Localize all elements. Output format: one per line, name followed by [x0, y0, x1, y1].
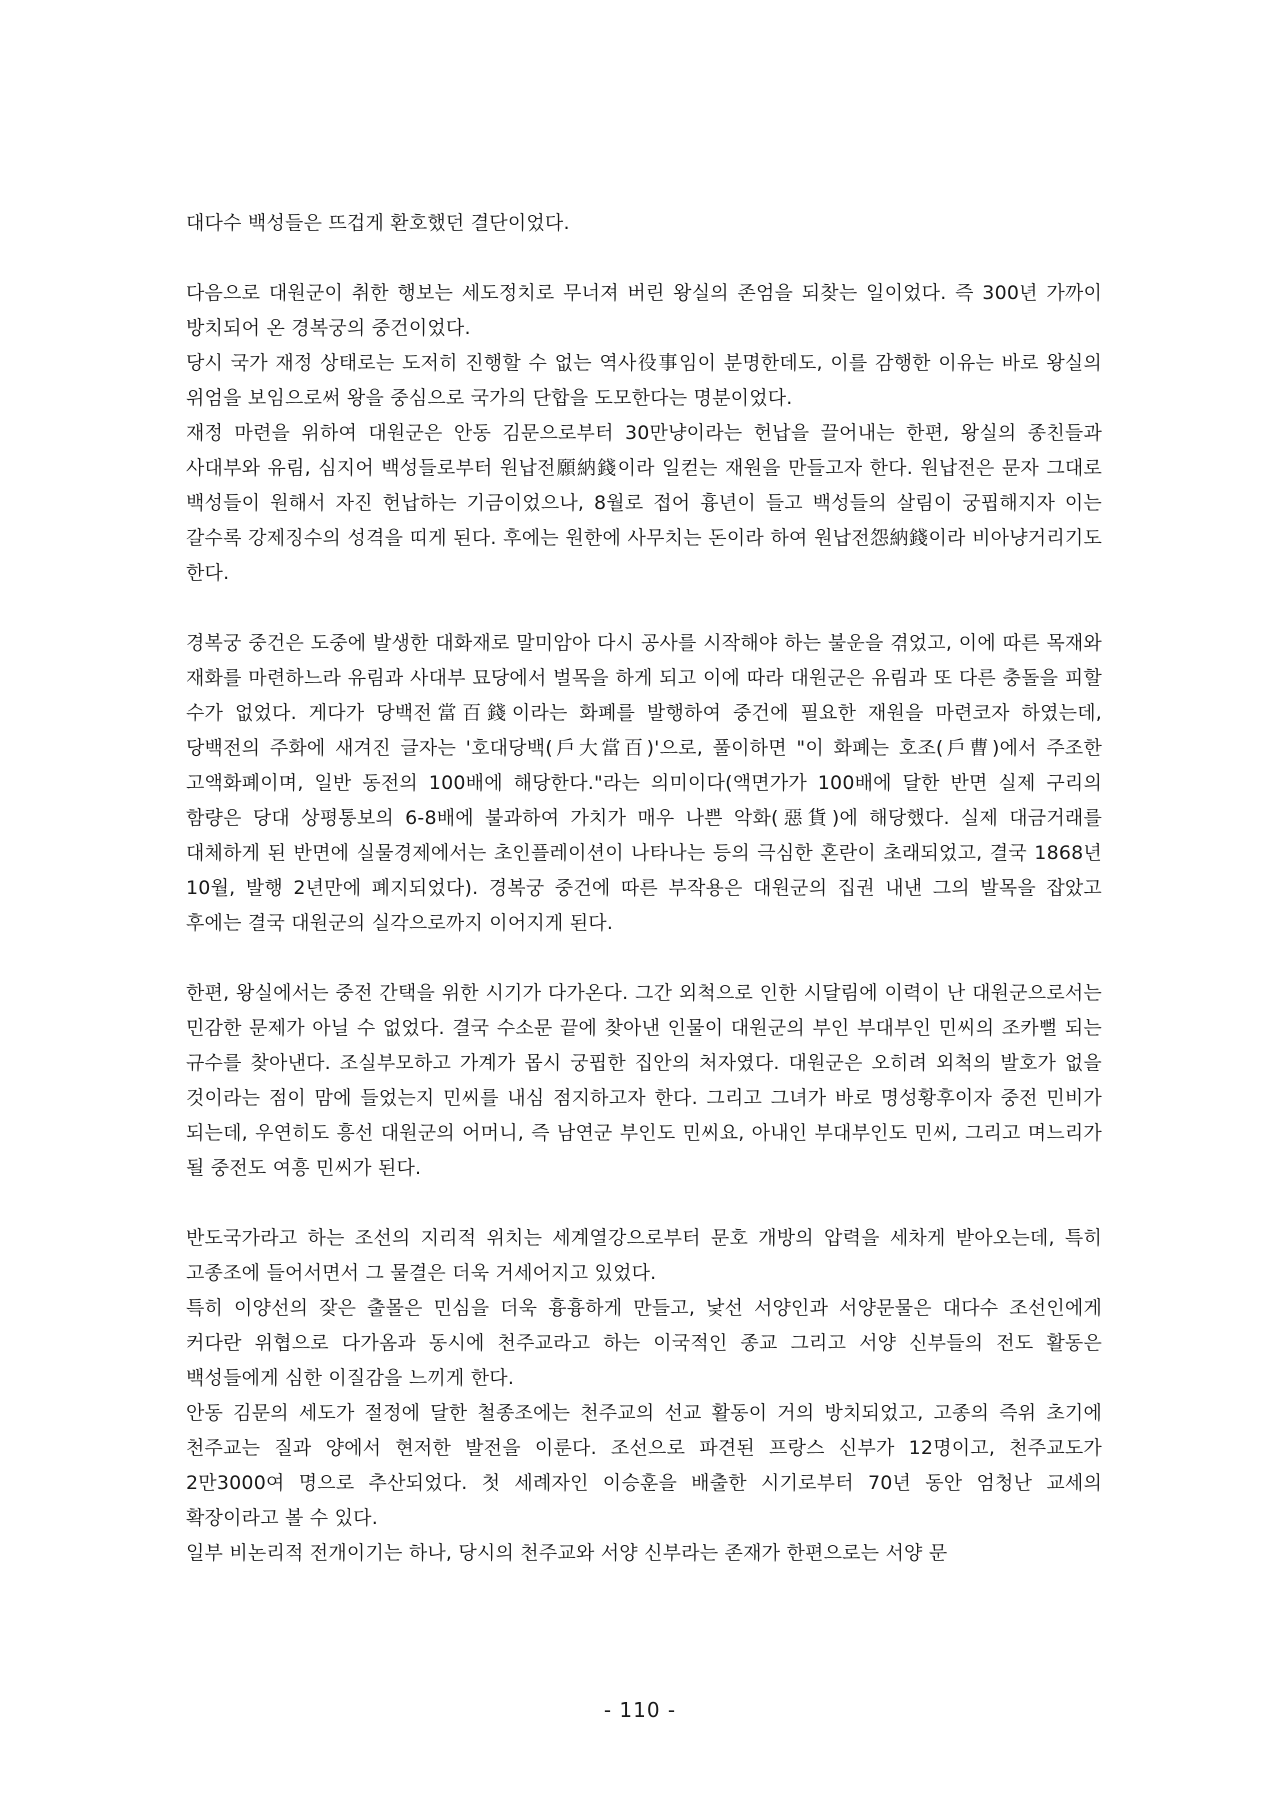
paragraph: 경복궁 중건은 도중에 발생한 대화재로 말미암아 다시 공사를 시작해야 하는 불운을 겪었고, 이에 따른 목재와 재화를 마련하느라 유림과 사대부 묘당에서 벌목을 하게 되고 이에 따라 대원군은 유림과 또 다른 충돌을 피할 수가 없었다. 게다가 당백전當百錢이라는 화폐를 발행하여 중건에 필요한 재원을 마련코자 하였는데, 당백전의 주화에 새겨진 글자는 '호대당백(戶大當百)'으로, 풀이하면 "이 화폐는 호조(戶曹)에서 주조한 고액화폐이며, 일반 동전의 100배에 해당한다."라는 의미이다(액면가가 100배에 달한 반면 실제 구리의 함량은 당대 상평통보의 6-8배에 불과하여 가치가 매우 나쁜 악화(惡貨)에 해당했다. 실제 대금거래를 대체하게 된 반면에 실물경제에서는 초인플레이션이 나타나는 등의 극심한 혼란이 초래되었고, 결국 1868년 10월, 발행 2년만에 폐지되었다). 경복궁 중건에 따른 부작용은 대원군의 집권 내낸 그의 발목을 잡았고 후에는 결국 대원군의 실각으로까지 이어지게 된다.: [186, 632, 1102, 934]
paragraph: 한편, 왕실에서는 중전 간택을 위한 시기가 다가온다. 그간 외척으로 인한 시달림에 이력이 난 대원군으로서는 민감한 문제가 아닐 수 없었다. 결국 수소문 끝에 찾아낸 인물이 대원군의 부인 부대부인 민씨의 조카뻘 되는 규수를 찾아낸다. 조실부모하고 가계가 몹시 궁핍한 집안의 처자였다. 대원군은 오히려 외척의 발호가 없을 것이라는 점이 맘에 들었는지 민씨를 내심 점지하고자 한다. 그리고 그녀가 바로 명성황후이자 중전 민비가 되는데, 우연히도 흥선 대원군의 어머니, 즉 남연군 부인도 민씨요, 아내인 부대부인도 민씨, 그리고 며느리가 될 중전도 여흥 민씨가 된다.: [186, 982, 1102, 1179]
document-body: [186, 206, 1102, 1571]
paragraph: 특히 이양선의 잦은 출몰은 민심을 더욱 흉흉하게 만들고, 낯선 서양인과 서양문물은 대다수 조선인에게 커다란 위협으로 다가옴과 동시에 천주교라고 하는 이국적인 종교 그리고 서양 신부들의 전도 활동은 백성들에게 심한 이질감을 느끼게 한다.: [186, 1297, 1102, 1389]
paragraph-gap: [186, 591, 1102, 626]
paragraph-gap: [186, 1186, 1102, 1221]
page-number: - 110 -: [603, 1698, 677, 1722]
paragraph-gap: [186, 941, 1102, 976]
paragraph: 안동 김문의 세도가 절정에 달한 철종조에는 천주교의 선교 활동이 거의 방치되었고, 고종의 즉위 초기에 천주교는 질과 양에서 현저한 발전을 이룬다. 조선으로 파견된 프랑스 신부가 12명이고, 천주교도가 2만3000여 명으로 추산되었다. 첫 세례자인 이승훈을 배출한 시기로부터 70년 동안 엄청난 교세의 확장이라고 볼 수 있다.: [186, 1402, 1102, 1529]
paragraph: 다음으로 대원군이 취한 행보는 세도정치로 무너져 버린 왕실의 존엄을 되찾는 일이었다. 즉 300년 가까이 방치되어 온 경복궁의 중건이었다.: [186, 282, 1102, 339]
paragraph: 재정 마련을 위하여 대원군은 안동 김문으로부터 30만냥이라는 헌납을 끌어내는 한편, 왕실의 종친들과 사대부와 유림, 심지어 백성들로부터 원납전願納錢이라 일컫는 재원을 만들고자 한다. 원납전은 문자 그대로 백성들이 원해서 자진 헌납하는 기금이었으나, 8월로 접어 흉년이 들고 백성들의 살림이 궁핍해지자 이는 갈수록 강제징수의 성격을 띠게 된다. 후에는 원한에 사무치는 돈이라 하여 원납전怨納錢이라 비아냥거리기도 한다.: [186, 422, 1102, 584]
paragraph: 일부 비논리적 전개이기는 하나, 당시의 천주교와 서양 신부라는 존재가 한편으로는 서양 문: [186, 1542, 948, 1564]
paragraph: 반도국가라고 하는 조선의 지리적 위치는 세계열강으로부터 문호 개방의 압력을 세차게 받아오는데, 특히 고종조에 들어서면서 그 물결은 더욱 거세어지고 있었다.: [186, 1227, 1102, 1284]
paragraph-gap: [186, 241, 1102, 276]
paragraph: 당시 국가 재정 상태로는 도저히 진행할 수 없는 역사役事임이 분명한데도, 이를 감행한 이유는 바로 왕실의 위엄을 보임으로써 왕을 중심으로 국가의 단합을 도모한다는 명분이었다.: [186, 352, 1102, 409]
paragraph: 대다수 백성들은 뜨겁게 환호했던 결단이었다.: [186, 212, 570, 234]
